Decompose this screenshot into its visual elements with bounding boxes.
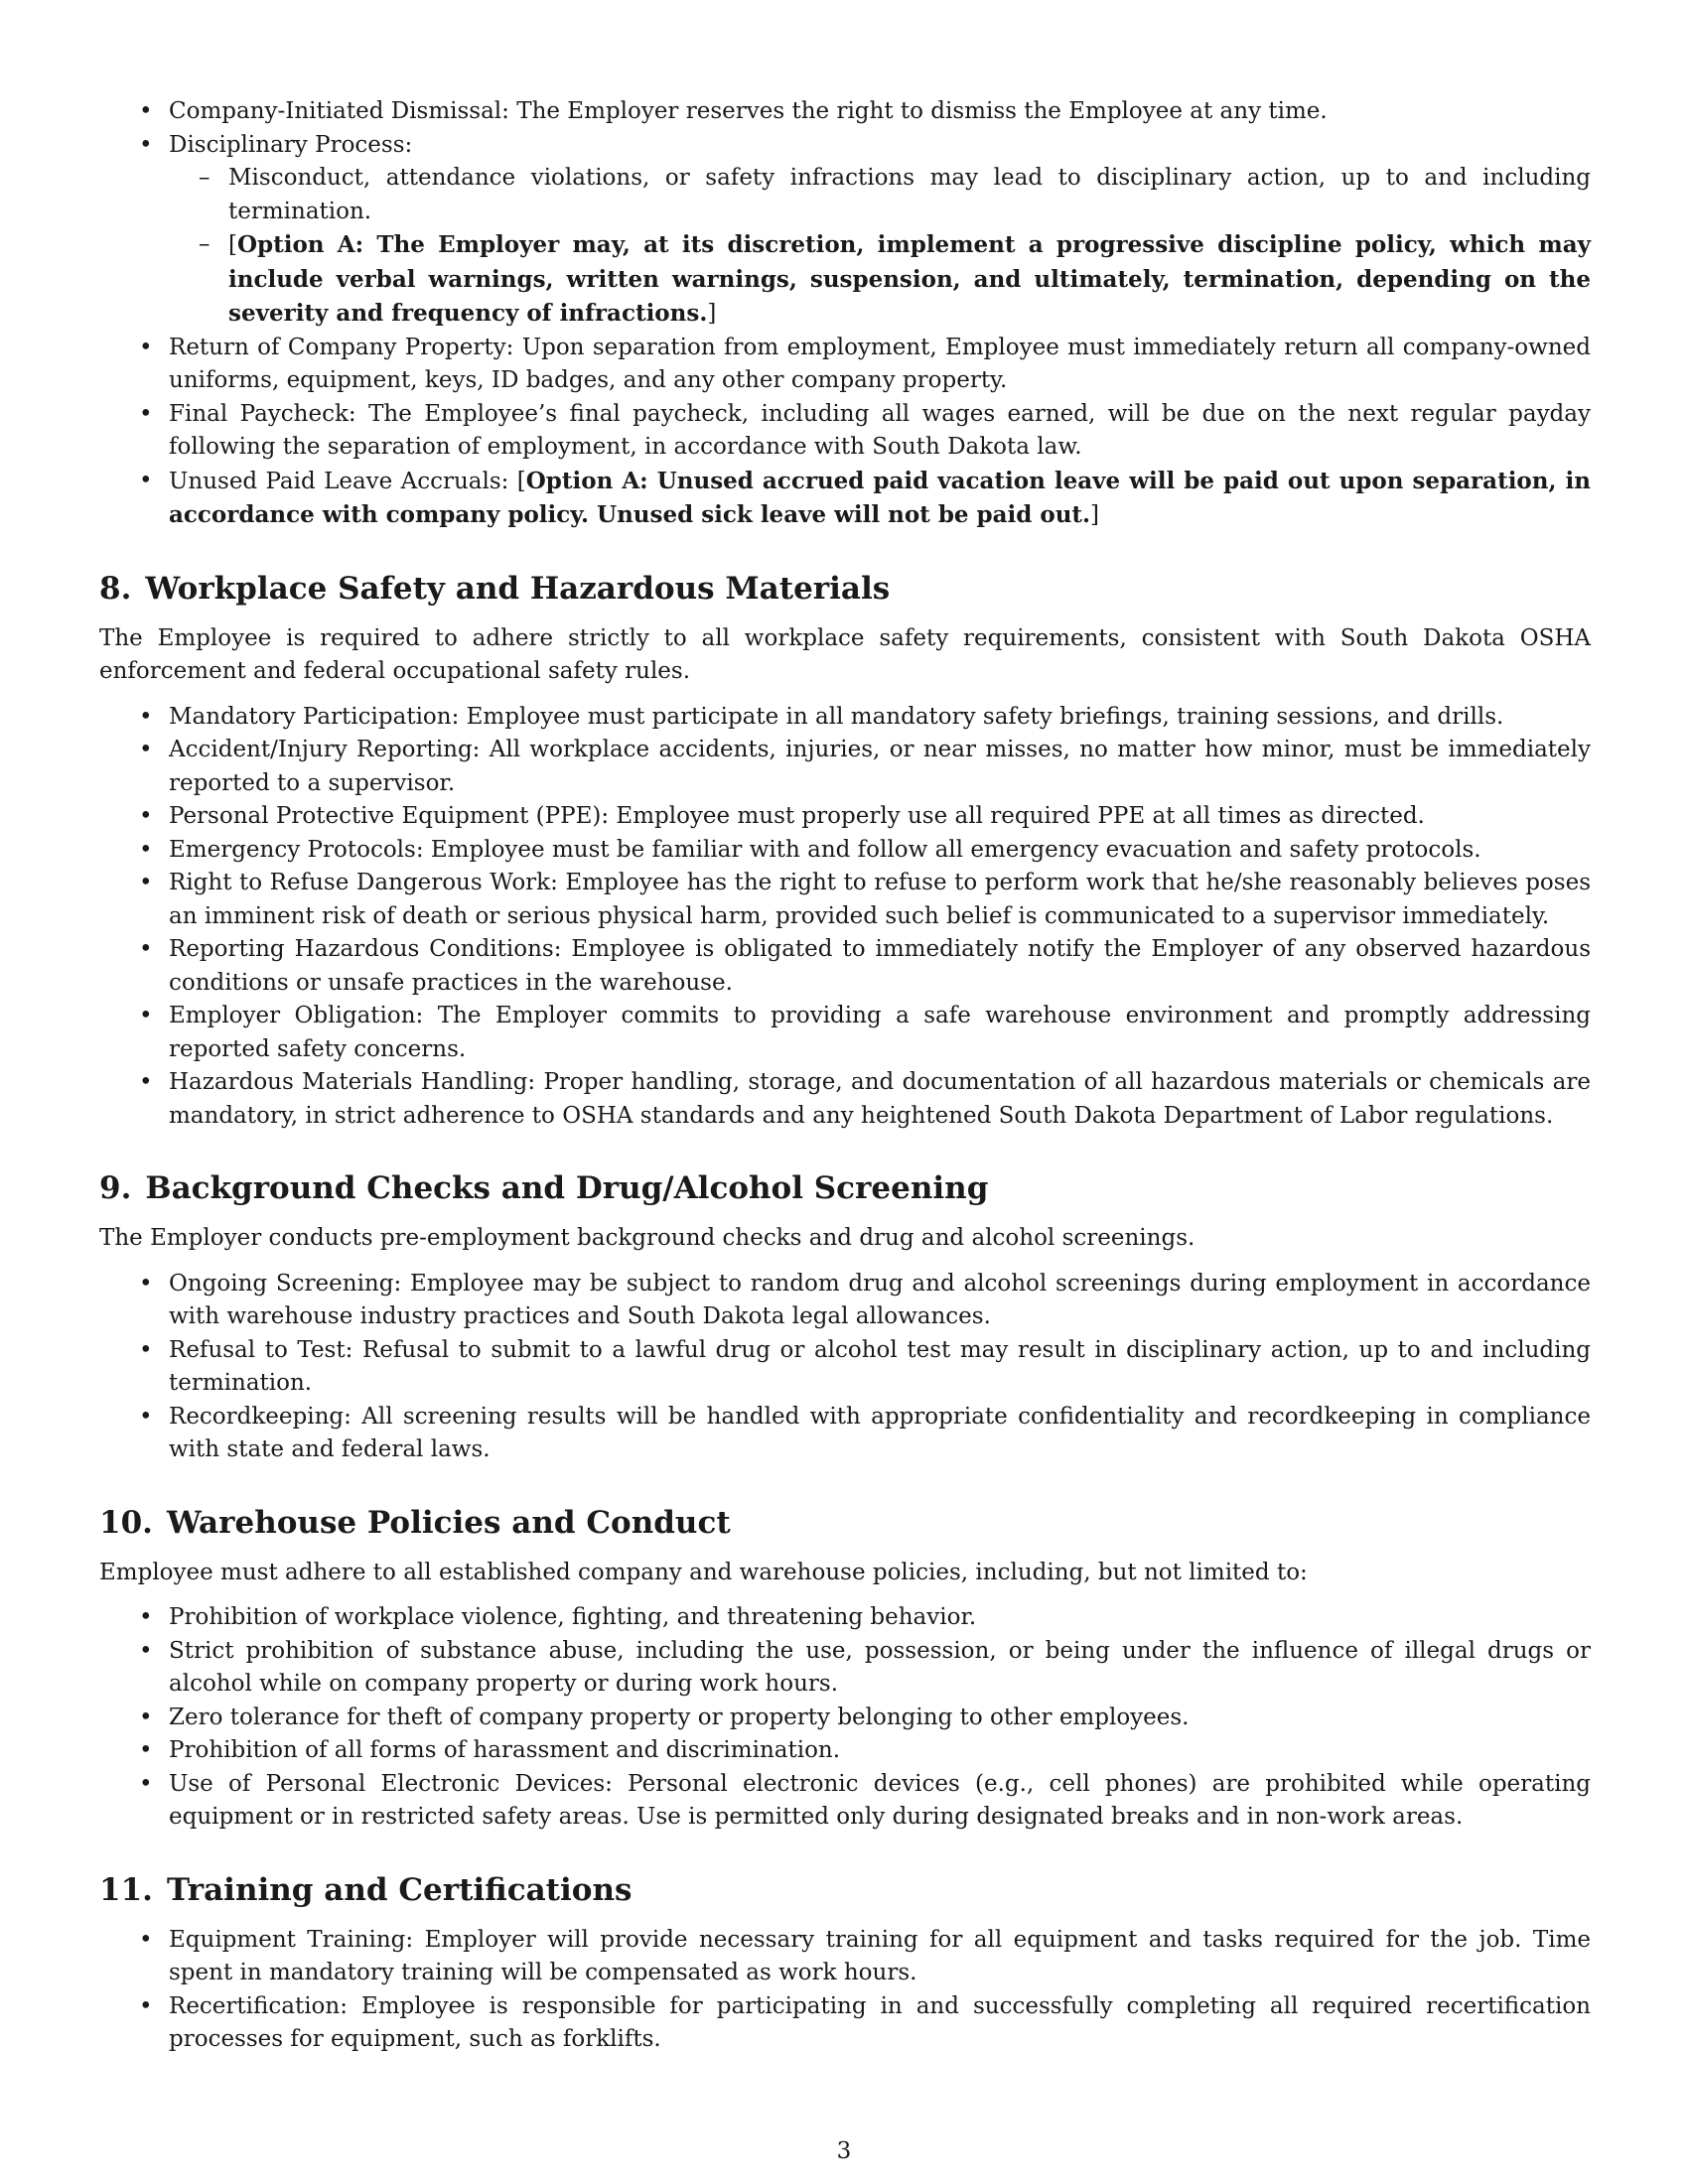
disciplinary-sublist xyxy=(169,162,1591,332)
page-number: 3 xyxy=(836,2138,852,2164)
section-number: 11. xyxy=(99,1871,153,1908)
bracket-open: [ xyxy=(516,468,526,494)
bracket-close: ] xyxy=(1090,502,1100,528)
disciplinary-label: Disciplinary Process: xyxy=(169,131,413,158)
list-item: • Accident/Injury Reporting: All workplace accidents, injuries, or near misses, no matter how minor, must be immediately reported to a supervisor. xyxy=(99,734,1591,800)
section-10-list xyxy=(99,1601,1591,1835)
list-item: • Employer Obligation: The Employer commits to providing a safe warehouse environment and promptly addressing reported safety concerns. xyxy=(99,1000,1591,1066)
bracket-close: ] xyxy=(707,301,717,327)
list-item: • Final Paycheck: The Employee’s final paycheck, including all wages earned, will be due on the next regular payday following the separation of employment, in accordance with South Dakota law. xyxy=(99,398,1591,465)
list-item: • Mandatory Participation: Employee must participate in all mandatory safety briefings, training sessions, and drills. xyxy=(99,701,1591,735)
list-item: • Ongoing Screening: Employee may be subject to random drug and alcohol screenings during employment in accordance with warehouse industry practices and South Dakota legal allowances. xyxy=(99,1268,1591,1334)
section-title: Background Checks and Drug/Alcohol Screening xyxy=(145,1170,989,1206)
section-8-list xyxy=(99,701,1591,1134)
list-item-unused-leave xyxy=(99,465,1591,533)
list-item: • Personal Protective Equipment (PPE): Employee must properly use all required PPE at all times as directed. xyxy=(99,800,1591,834)
list-item: • Prohibition of all forms of harassment and discrimination. xyxy=(99,1734,1591,1768)
list-item: • Right to Refuse Dangerous Work: Employee has the right to refuse to perform work that he/she reasonably believes poses an imminent risk of death or serious physical harm, provided such belief is communicated to a supervisor immediately. xyxy=(99,867,1591,933)
section-8-heading xyxy=(99,569,1591,609)
unused-leave-label: Unused Paid Leave Accruals: xyxy=(169,468,517,494)
sublist-item: – Misconduct, attendance violations, or safety infractions may lead to disciplinary action, up to and including termination. xyxy=(169,162,1591,228)
list-item: • Prohibition of workplace violence, fighting, and threatening behavior. xyxy=(99,1601,1591,1635)
separation-list xyxy=(99,95,1591,533)
section-11-list xyxy=(99,1924,1591,2057)
section-title: Warehouse Policies and Conduct xyxy=(166,1504,731,1541)
list-item: • Equipment Training: Employer will provide necessary training for all equipment and tasks required for the job. Time spent in mandatory training will be compensated as work hours. xyxy=(99,1924,1591,1990)
list-item: • Zero tolerance for theft of company property or property belonging to other employees. xyxy=(99,1702,1591,1735)
list-item: • Refusal to Test: Refusal to submit to a lawful drug or alcohol test may result in disciplinary action, up to and including termination. xyxy=(99,1334,1591,1401)
section-number: 9. xyxy=(99,1170,132,1206)
section-10-heading xyxy=(99,1503,1591,1543)
list-item: • Hazardous Materials Handling: Proper handling, storage, and documentation of all hazardous materials or chemicals are mandatory, in strict adherence to OSHA standards and any heightened South Dakota Department of Labor regulations. xyxy=(99,1066,1591,1133)
list-item: • Return of Company Property: Upon separation from employment, Employee must immediately return all company-owned uniforms, equipment, keys, ID badges, and any other company property. xyxy=(99,332,1591,398)
list-item: • Emergency Protocols: Employee must be familiar with and follow all emergency evacuation and safety protocols. xyxy=(99,834,1591,868)
list-item: • Use of Personal Electronic Devices: Personal electronic devices (e.g., cell phones) are prohibited while operating equipment or in restricted safety areas. Use is permitted only during designated breaks and in non-work areas. xyxy=(99,1768,1591,1835)
section-number: 8. xyxy=(99,570,132,607)
section-9-heading xyxy=(99,1168,1591,1208)
section-9-list xyxy=(99,1268,1591,1467)
option-a-leave: Option A: Unused accrued paid vacation leave will be paid out upon separation, in accordance with company policy. Unused sick leave will not be paid out. xyxy=(169,467,1591,528)
section-8-intro: The Employee is required to adhere strictly to all workplace safety requirements, consistent with South Dakota OSHA enforcement and federal occupational safety rules. xyxy=(99,624,1591,684)
section-9-intro: The Employer conducts pre-employment background checks and drug and alcohol screenings. xyxy=(99,1225,1196,1251)
section-title: Workplace Safety and Hazardous Materials xyxy=(145,570,891,607)
section-10-intro: Employee must adhere to all established company and warehouse policies, including, but not limited to: xyxy=(99,1559,1308,1585)
section-title: Training and Certifications xyxy=(166,1871,633,1908)
list-item: • Recertification: Employee is responsible for participating in and successfully completing all required recertification processes for equipment, such as forklifts. xyxy=(99,1990,1591,2057)
bracket-open: [ xyxy=(228,232,237,258)
list-item: • Strict prohibition of substance abuse, including the use, possession, or being under the influence of illegal drugs or alcohol while on company property or during work hours. xyxy=(99,1635,1591,1702)
list-item: • Reporting Hazardous Conditions: Employee is obligated to immediately notify the Employer of any observed hazardous conditions or unsafe practices in the warehouse. xyxy=(99,933,1591,1000)
list-item: • Company-Initiated Dismissal: The Employer reserves the right to dismiss the Employee at any time. xyxy=(99,95,1591,129)
document-page xyxy=(99,95,1591,2057)
list-item: • Recordkeeping: All screening results will be handled with appropriate confidentiality and recordkeeping in compliance with state and federal laws. xyxy=(99,1401,1591,1467)
list-item-disciplinary xyxy=(99,129,1591,332)
option-a-discipline: Option A: The Employer may, at its discretion, implement a progressive discipline policy, which may include verbal warnings, written warnings, suspension, and ultimately, termination, depending on the severity and frequency of infractions. xyxy=(228,231,1591,327)
section-11-heading xyxy=(99,1870,1591,1910)
sublist-item-option xyxy=(169,228,1591,332)
section-number: 10. xyxy=(99,1504,153,1541)
